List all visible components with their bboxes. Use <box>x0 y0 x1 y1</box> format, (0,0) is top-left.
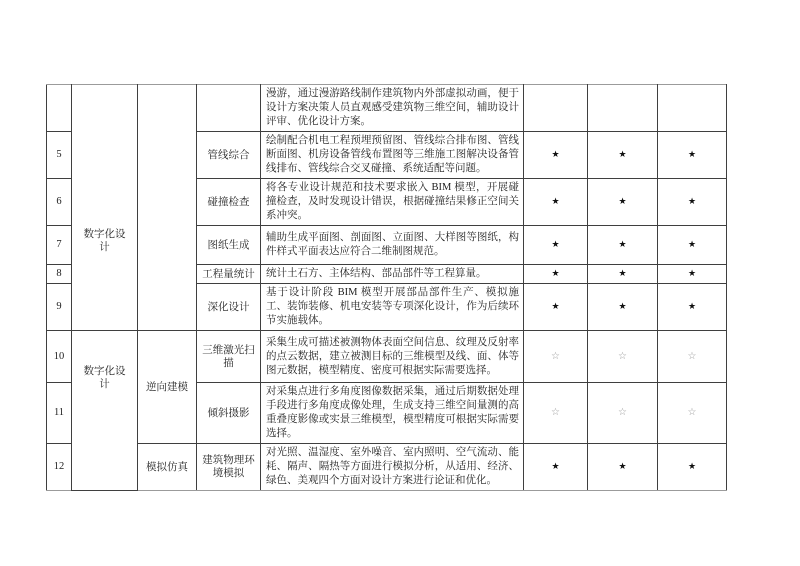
row-6-number: 6 <box>47 179 72 226</box>
category-cell-digital-design-2: 数字化设计 <box>72 331 138 491</box>
row-9-star-1: ★ <box>524 284 588 331</box>
row-5-description: 绘制配合机电工程预埋预留图、管线综合排布图、管线断面图、机房设备管线布置图等三维施工图解决设备管线排布、管线综合交叉碰撞、系统适配等问题。 <box>261 132 524 179</box>
table-row <box>47 85 727 132</box>
category-cell-digital-design-1: 数字化设计 <box>72 85 138 331</box>
row-cont-item <box>197 85 261 132</box>
row-5-star-1: ★ <box>524 132 588 179</box>
row-11-star-2: ☆ <box>588 383 658 444</box>
row-6-star-3: ★ <box>658 179 727 226</box>
row-7-number: 7 <box>47 226 72 265</box>
row-7-star-2: ★ <box>588 226 658 265</box>
row-10-item: 三维激光扫描 <box>197 331 261 383</box>
row-8-star-1: ★ <box>524 265 588 284</box>
row-10-description: 采集生成可描述被测物体表面空间信息、纹理及反射率的点云数据，建立被测目标的三维模型及线、面、体等图元数据，模型精度、密度可根据实际需要选择。 <box>261 331 524 383</box>
row-11-description: 对采集点进行多角度图像数据采集，通过后期数据处理手段进行多角度成像处理，生成支持三维空间量测的高重叠度影像或实景三维模型，模型精度可根据实际需要选择。 <box>261 383 524 444</box>
row-10-number: 10 <box>47 331 72 383</box>
table-row <box>47 331 727 383</box>
row-8-description: 统计土石方、主体结构、部品部件等工程算量。 <box>261 265 524 284</box>
document-table <box>46 84 727 491</box>
row-8-item: 工程量统计 <box>197 265 261 284</box>
row-7-item: 图纸生成 <box>197 226 261 265</box>
row-7-star-1: ★ <box>524 226 588 265</box>
row-6-item: 碰撞检查 <box>197 179 261 226</box>
row-11-star-3: ☆ <box>658 383 727 444</box>
row-8-star-2: ★ <box>588 265 658 284</box>
row-10-star-1: ☆ <box>524 331 588 383</box>
row-cont-number <box>47 85 72 132</box>
row-9-number: 9 <box>47 284 72 331</box>
row-8-number: 8 <box>47 265 72 284</box>
subcategory-cell-reverse-modeling: 逆向建模 <box>138 331 197 444</box>
row-cont-star-2 <box>588 85 658 132</box>
subcategory-cell-simulation: 模拟仿真 <box>138 444 197 491</box>
row-12-description: 对光照、温湿度、室外噪音、室内照明、空气流动、能耗、隔声、隔热等方面进行模拟分析，从适用、经济、绿色、美观四个方面对设计方案进行论证和优化。 <box>261 444 524 491</box>
row-5-star-2: ★ <box>588 132 658 179</box>
row-11-number: 11 <box>47 383 72 444</box>
subcategory-cell-empty <box>138 85 197 331</box>
row-5-number: 5 <box>47 132 72 179</box>
row-12-star-2: ★ <box>588 444 658 491</box>
row-10-star-2: ☆ <box>588 331 658 383</box>
row-7-description: 辅助生成平面图、剖面图、立面图、大样图等图纸，构件样式平面表达应符合二维制图规范。 <box>261 226 524 265</box>
row-7-star-3: ★ <box>658 226 727 265</box>
row-10-star-3: ☆ <box>658 331 727 383</box>
row-cont-star-3 <box>658 85 727 132</box>
row-6-star-2: ★ <box>588 179 658 226</box>
row-8-star-3: ★ <box>658 265 727 284</box>
table-row <box>47 444 727 491</box>
row-9-star-3: ★ <box>658 284 727 331</box>
row-6-star-1: ★ <box>524 179 588 226</box>
row-cont-star-1 <box>524 85 588 132</box>
row-6-description: 将各专业设计规范和技术要求嵌入 BIM 模型，开展碰撞检查，及时发现设计错误，根据碰撞结果修正空间关系冲突。 <box>261 179 524 226</box>
row-5-star-3: ★ <box>658 132 727 179</box>
row-cont-description: 漫游，通过漫游路线制作建筑物内外部虚拟动画，便于设计方案决策人员直观感受建筑物三维空间，辅助设计评审、优化设计方案。 <box>261 85 524 132</box>
row-12-item: 建筑物理环境模拟 <box>197 444 261 491</box>
row-12-number: 12 <box>47 444 72 491</box>
row-9-description: 基于设计阶段 BIM 模型开展部品部件生产、模拟施工、装饰装修、机电安装等专项深化设计，作为后续环节实施载体。 <box>261 284 524 331</box>
row-11-item: 倾斜摄影 <box>197 383 261 444</box>
row-12-star-3: ★ <box>658 444 727 491</box>
row-12-star-1: ★ <box>524 444 588 491</box>
row-11-star-1: ☆ <box>524 383 588 444</box>
row-9-item: 深化设计 <box>197 284 261 331</box>
row-5-item: 管线综合 <box>197 132 261 179</box>
row-9-star-2: ★ <box>588 284 658 331</box>
